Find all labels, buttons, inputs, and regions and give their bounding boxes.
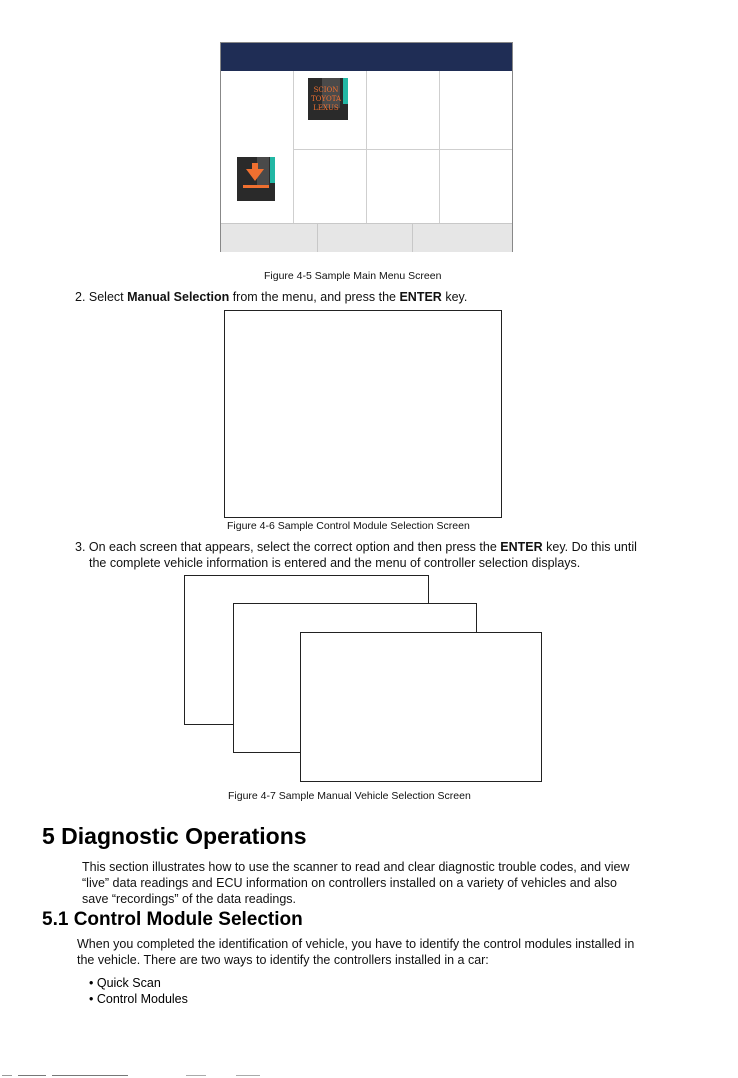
section-5-1-paragraph-line2: the vehicle. There are two ways to identify the controllers installed in a car: [77, 953, 489, 967]
section-5-paragraph-line2: “live” data readings and ECU information on controllers installed on a variety of vehicles and also [82, 876, 618, 890]
list-item: • Control Modules [89, 992, 188, 1006]
manual-selection-label: Manual Selection [127, 290, 230, 304]
list-item: • Quick Scan [89, 976, 161, 990]
grid-divider [366, 71, 367, 223]
main-menu-screen-figure [220, 42, 513, 252]
menu-header-bar [221, 43, 512, 71]
grid-divider [293, 71, 294, 223]
download-icon[interactable] [237, 157, 275, 201]
menu-footer-bar [221, 223, 512, 252]
step-3-text-line2: the complete vehicle information is entered and the menu of controller selection displays. [89, 556, 581, 570]
brand-line-scion: SCION [313, 86, 339, 94]
grid-divider [439, 71, 440, 223]
enter-key-label: ENTER [500, 540, 543, 554]
step-2-text: 2. Select Manual Selection from the menu, and press the ENTER key. [75, 290, 468, 304]
brand-line-toyota: TOYOTA [310, 95, 342, 103]
vehicle-selection-screen-front [300, 632, 542, 782]
brand-line-lexus: LEXUS [313, 104, 339, 112]
section-5-1-heading: 5.1 Control Module Selection [42, 909, 303, 930]
section-5-1-paragraph-line1: When you completed the identification of vehicle, you have to identify the control modules installed in [77, 937, 635, 951]
download-arrow-icon [237, 157, 275, 201]
step-3-text: 3. On each screen that appears, select the correct option and then press the ENTER key. Do this until [75, 540, 637, 554]
section-5-paragraph-line3: save “recordings” of the data readings. [82, 892, 297, 906]
page-bottom-marks [0, 1072, 738, 1078]
figure-4-6-caption: Figure 4-6 Sample Control Module Selection Screen [227, 520, 470, 532]
figure-4-7-caption: Figure 4-7 Sample Manual Vehicle Selection Screen [228, 790, 471, 802]
enter-key-label: ENTER [399, 290, 442, 304]
section-5-paragraph-line1: This section illustrates how to use the scanner to read and clear diagnostic trouble codes, and view [82, 860, 630, 874]
section-5-heading: 5 Diagnostic Operations [42, 823, 307, 849]
figure-4-5-caption: Figure 4-5 Sample Main Menu Screen [264, 270, 442, 282]
brand-logo-icon[interactable] [308, 78, 348, 120]
grid-divider [293, 149, 512, 150]
control-module-selection-screen-figure [224, 310, 502, 518]
